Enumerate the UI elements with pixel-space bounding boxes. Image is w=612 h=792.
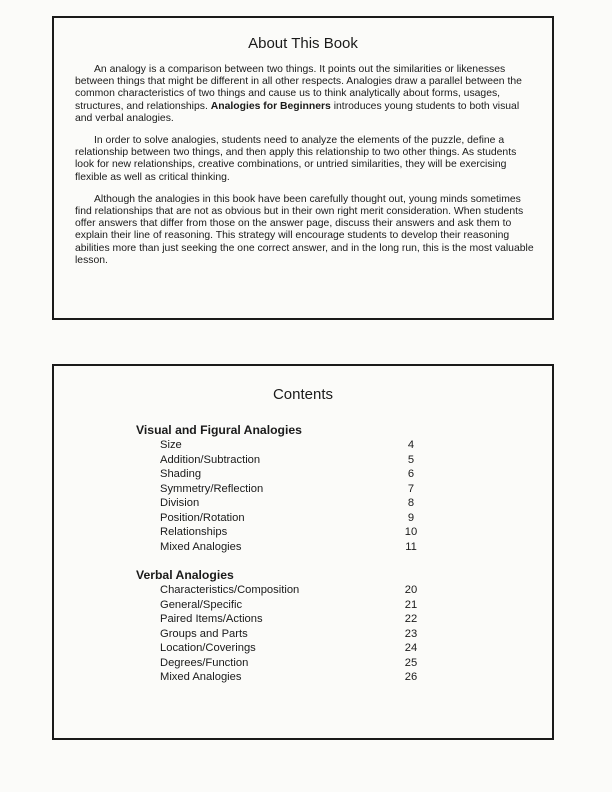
toc-page-number: 22 <box>404 613 418 625</box>
toc-row <box>136 496 456 511</box>
toc-row <box>136 482 456 497</box>
toc-page-number: 8 <box>407 497 415 509</box>
toc-page-number: 5 <box>407 453 415 466</box>
about-this-book-box <box>52 16 554 320</box>
about-paragraph-1 <box>75 64 536 125</box>
paragraph-text: An analogy is a comparison between two things. It points out the similarities or likenesses between things that might be different in all other respects. Analogies draw a parallel between the common characteristics of two things and cause us to think analytically about forms, usages, structures, and relationships. <box>75 64 522 112</box>
toc-page-number: 21 <box>404 598 418 611</box>
toc-label: Position/Rotation <box>160 511 245 524</box>
toc-section-visual <box>136 423 456 554</box>
toc-label: Symmetry/Reflection <box>160 482 264 495</box>
toc-row <box>136 583 456 598</box>
toc-label: Addition/Subtraction <box>160 453 261 466</box>
toc-page-number: 9 <box>407 511 415 524</box>
toc-label: Relationships <box>160 526 228 538</box>
about-paragraph-3 <box>75 194 536 267</box>
toc-row <box>136 511 456 526</box>
toc-row <box>136 540 456 555</box>
toc-page-number: 4 <box>407 439 415 451</box>
toc-label: Characteristics/Composition <box>160 584 300 596</box>
toc-row <box>136 656 456 671</box>
toc-label: Location/Coverings <box>160 642 256 654</box>
toc-label: Shading <box>160 468 202 480</box>
toc-label: Paired Items/Actions <box>160 613 263 625</box>
toc-section-heading: Verbal Analogies <box>136 568 234 582</box>
toc-page-number: 10 <box>404 526 418 538</box>
toc-label: Mixed Analogies <box>160 671 242 683</box>
toc-section-heading: Visual and Figural Analogies <box>136 423 302 437</box>
toc-row <box>136 598 456 613</box>
paragraph-text: Although the analogies in this book have been carefully thought out, young minds sometimes find relationships that are not as obvious but in their own right merit consideration. When students offer answers that differ from those on the answer page, discuss their answers and ask them to explain their line of reasoning. This strategy will encourage students to develop their reasoning abilities more than just seeking the one correct answer, and in the long run, this is the most valuable lesson. <box>75 193 534 266</box>
toc-page-number: 24 <box>404 642 418 654</box>
toc-section-verbal <box>136 568 456 685</box>
toc-label: Division <box>160 497 200 509</box>
contents-title: Contents <box>272 386 334 403</box>
toc-page-number: 23 <box>404 627 418 640</box>
toc-page-number: 7 <box>407 482 415 495</box>
toc-label: General/Specific <box>160 598 243 611</box>
toc-row <box>136 670 456 685</box>
toc-row <box>136 627 456 642</box>
paragraph-text: introduces young students to both visual and verbal analogies. <box>75 100 520 124</box>
toc-label: Size <box>160 439 182 451</box>
toc-row <box>136 453 456 468</box>
toc-page-number: 25 <box>404 656 418 669</box>
toc-page-number: 26 <box>404 671 418 683</box>
about-paragraph-2 <box>75 135 536 184</box>
toc-page-number: 20 <box>404 584 418 596</box>
toc-page-number: 6 <box>407 468 415 480</box>
toc-row <box>136 438 456 453</box>
toc-row <box>136 641 456 656</box>
about-title: About This Book <box>248 35 358 52</box>
toc-label: Groups and Parts <box>160 627 248 640</box>
toc-label: Degrees/Function <box>160 656 249 669</box>
book-title-emphasis: Analogies for Beginners <box>210 100 331 112</box>
toc-row <box>136 612 456 627</box>
about-body <box>75 64 536 277</box>
paragraph-text: In order to solve analogies, students need to analyze the elements of the puzzle, define a relationship between two things, and then apply this relationship to two other things. As students look for new relationships, creative combinations, or untried similarities, they will be exercising flexible as well as critical thinking. <box>75 135 517 183</box>
toc-row <box>136 525 456 540</box>
toc-row <box>136 467 456 482</box>
contents-box <box>52 364 554 740</box>
toc-page-number: 11 <box>405 540 417 553</box>
toc-label: Mixed Analogies <box>160 540 242 553</box>
